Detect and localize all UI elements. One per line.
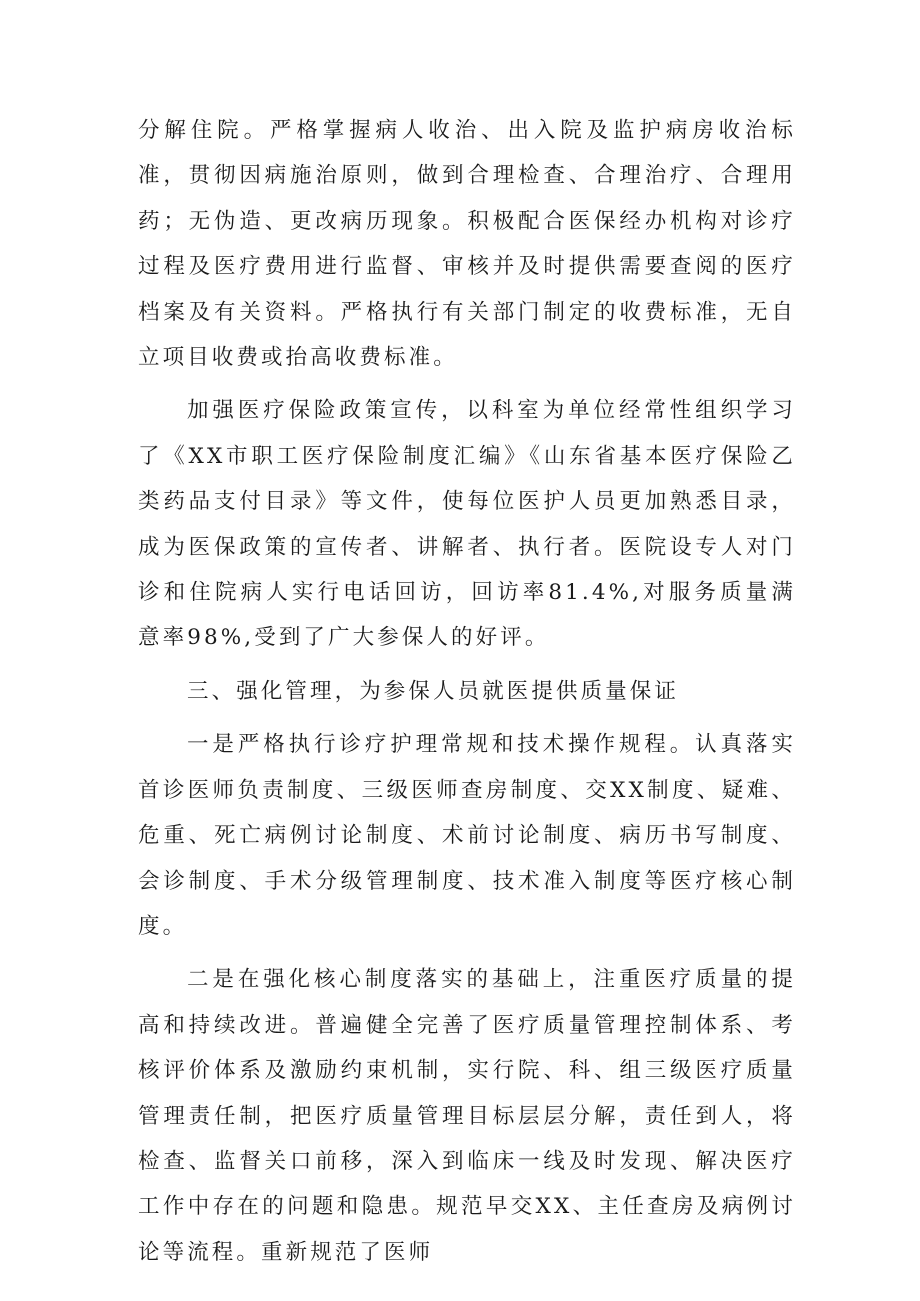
section-heading-quality-management: 三、强化管理，为参保人员就医提供质量保证 [187, 678, 680, 704]
paragraph-discharge-standards: 分解住院。严格掌握病人收治、出入院及监护病房收治标准，贯彻因病施治原则，做到合理检查、合理治疗、合理用药；无伪造、更改病历现象。积极配合医保经办机构对诊疗过程及医疗费用进行监督、审核并及时提供需要查阅的医疗档案及有关资料。严格执行有关部门制定的收费标准，无自立项目收费或抬高收费标准。 [138, 118, 796, 371]
document-body [138, 108, 796, 1283]
paragraph-policy-publicity: 加强医疗保险政策宣传，以科室为单位经常性组织学习了《XX市职工医疗保险制度汇编》《山东省基本医疗保险乙类药品支付目录》等文件，使每位医护人员更加熟悉目录，成为医保政策的宣传者、讲解者、执行者。医院设专人对门诊和住院病人实行电话回访，回访率81.4%,对服务质量满意率98%,受到了广大参保人的好评。 [138, 398, 796, 651]
paragraph-continuous-improvement: 二是在强化核心制度落实的基础上，注重医疗质量的提高和持续改进。普遍健全完善了医疗质量管理控制体系、考核评价体系及激励约束机制，实行院、科、组三级医疗质量管理责任制，把医疗质量管理目标层层分解，责任到人，将检查、监督关口前移，深入到临床一线及时发现、解决医疗工作中存在的问题和隐患。规范早交XX、主任查房及病例讨论等流程。重新规范了医师 [138, 967, 796, 1265]
paragraph-core-systems: 一是严格执行诊疗护理常规和技术操作规程。认真落实首诊医师负责制度、三级医师查房制度、交XX制度、疑难、危重、死亡病例讨论制度、术前讨论制度、病历书写制度、会诊制度、手术分级管理制度、技术准入制度等医疗核心制度。 [138, 732, 796, 939]
